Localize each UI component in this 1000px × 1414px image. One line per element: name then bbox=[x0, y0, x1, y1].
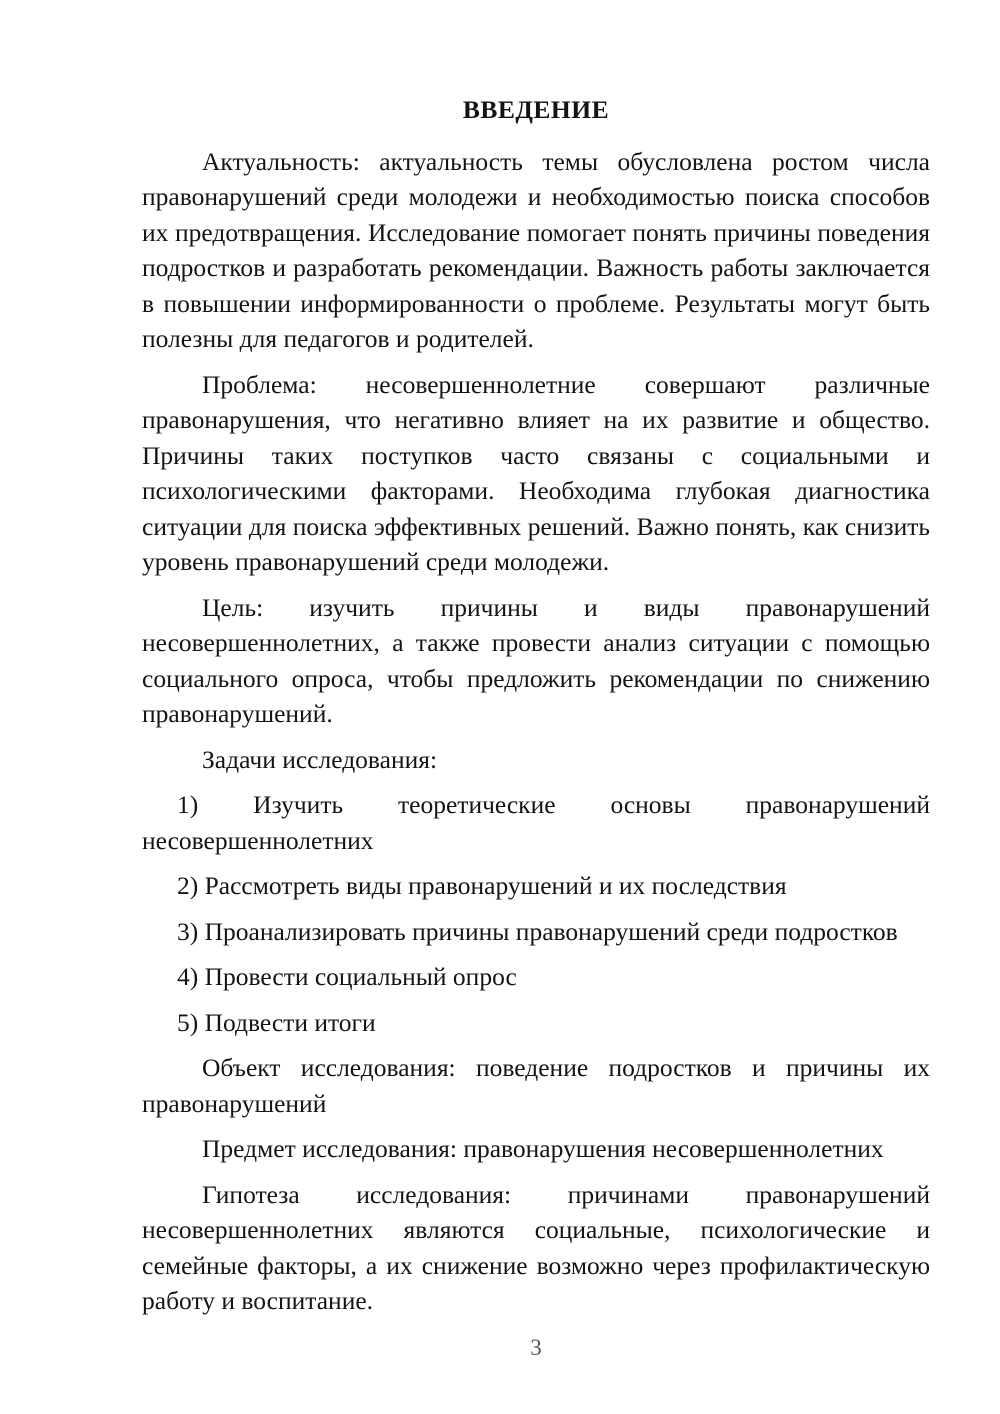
paragraph-subject: Предмет исследования: правонарушения несовершеннолетних bbox=[202, 1134, 884, 1163]
paragraph-object: Объект исследования: поведение подростков и причины их правонарушений bbox=[142, 1053, 930, 1118]
paragraph-goal: Цель: изучить причины и виды правонарушений несовершеннолетних, а также провести анализ ситуации с помощью социального опроса, чтобы предложить рекомендации по снижению правонарушений. bbox=[142, 592, 930, 728]
page-number: 3 bbox=[530, 1335, 542, 1360]
task-item-3: 3) Проанализировать причины правонарушений среди подростков bbox=[177, 916, 898, 946]
paragraph-hypothesis: Гипотеза исследования: причинами правонарушений несовершеннолетних являются социальные, психологические и семейные факторы, а их снижение возможно через профилактическую работу и воспитание. bbox=[142, 1179, 930, 1315]
task-item-2: 2) Рассмотреть виды правонарушений и их последствия bbox=[177, 871, 787, 900]
page-title: ВВЕДЕНИЕ bbox=[462, 95, 610, 124]
paragraph-problem: Проблема: несовершеннолетние совершают различные правонарушения, что негативно влияет на их развитие и общество. Причины таких поступков часто связаны с социальными и психологическими факторами. Необходима глубокая диагностика ситуации для поиска эффективных решений. Важно понять, как снизить уровень правонарушений среди молодежи. bbox=[142, 369, 930, 576]
tasks-heading: Задачи исследования: bbox=[202, 744, 438, 774]
task-item-5: 5) Подвести итоги bbox=[177, 1007, 376, 1037]
paragraph-relevance: Актуальность: актуальность темы обусловлена ростом числа правонарушений среди молодежи и необходимостью поиска способов их предотвращения. Исследование помогает понять причины поведения подростков и разработать рекомендации. Важность работы заключается в повышении информированности о проблеме. Результаты могут быть полезны для педагогов и родителей. bbox=[142, 146, 930, 353]
task-item-1: 1) Изучить теоретические основы правонарушений несовершеннолетних bbox=[142, 790, 930, 855]
task-item-4: 4) Провести социальный опрос bbox=[177, 962, 517, 991]
